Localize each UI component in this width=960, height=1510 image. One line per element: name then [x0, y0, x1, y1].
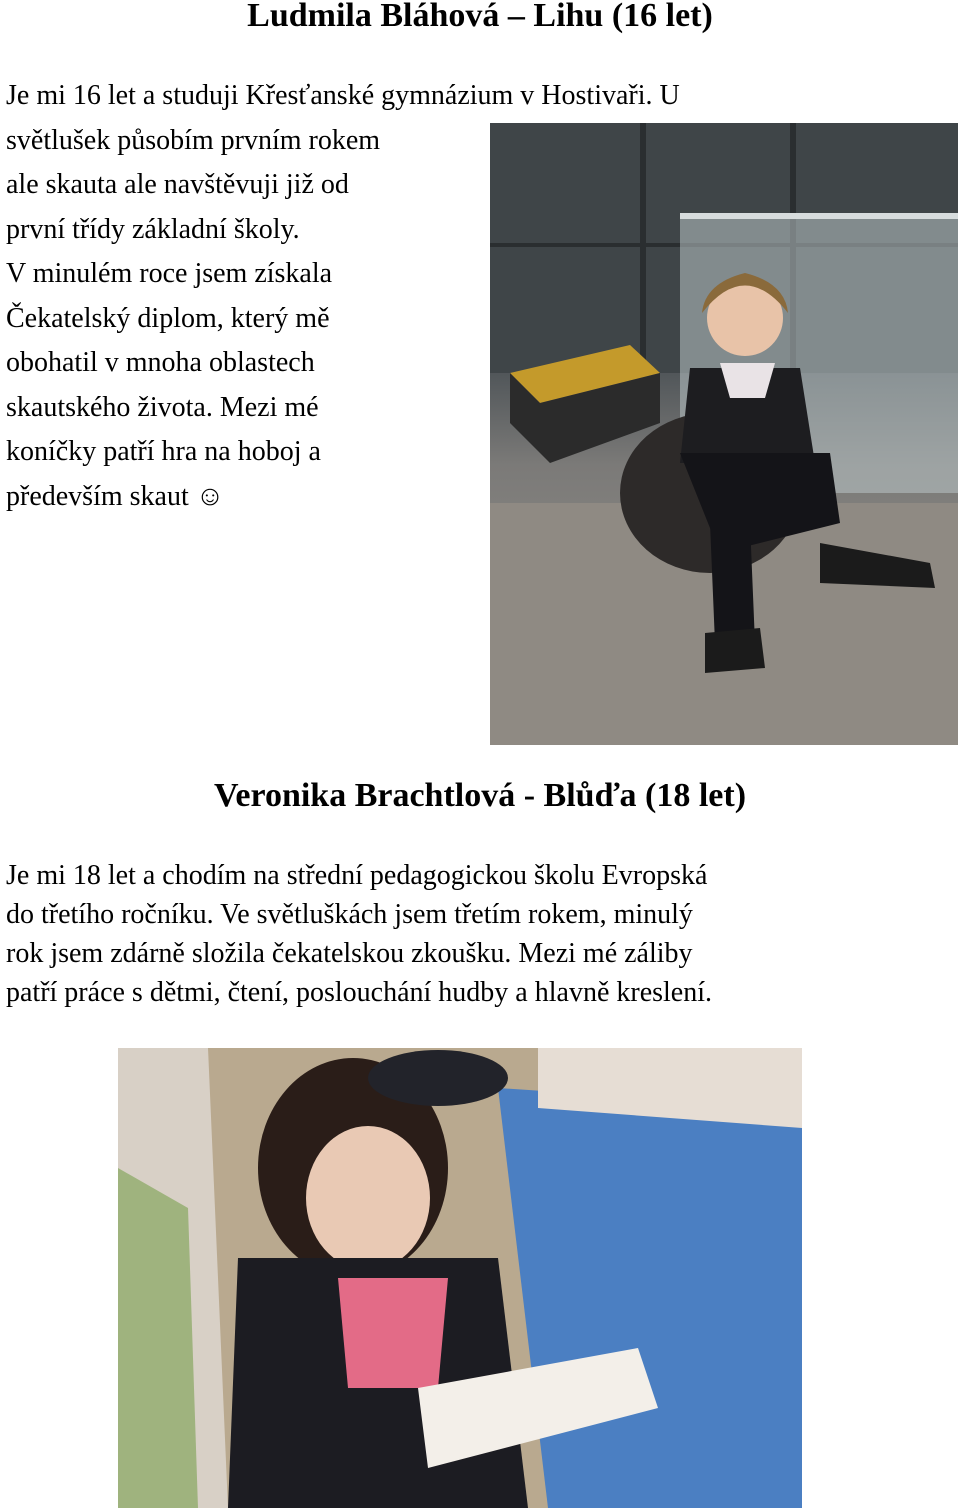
paragraph-line: patří práce s dětmi, čtení, poslouchání hudby a hlavně kreslení.: [6, 977, 713, 1008]
paragraph-veronika: [6, 856, 712, 1012]
paragraph-line: rok jsem zdárně složila čekatelskou zkoušku. Mezi mé záliby: [6, 938, 693, 969]
photo-ludmila: [490, 123, 958, 745]
paragraph-line: Čekatelský diplom, který mě: [6, 302, 330, 334]
paragraph-line: Je mi 18 let a chodím na střední pedagogickou školu Evropská: [6, 860, 708, 891]
paragraph-line: skautského života. Mezi mé: [6, 391, 319, 423]
paragraph-line: V minulém roce jsem získala: [6, 258, 333, 289]
paragraph-line: především skaut ☺: [6, 480, 225, 512]
paragraph-line: obohatil v mnoha oblastech: [6, 347, 315, 378]
paragraph-line: ale skauta ale navštěvuji již od: [6, 169, 349, 200]
heading-ludmila: Ludmila Bláhová – Lihu (16 let): [247, 0, 713, 34]
paragraph-line: první třídy základní školy.: [6, 213, 300, 245]
paragraph-line: světlušek působím prvním rokem: [6, 124, 381, 156]
heading-veronika: Veronika Brachtlová - Blůďa (18 let): [213, 777, 747, 814]
paragraph-line: Je mi 16 let a studuji Křesťanské gymnázium v Hostivaři. U: [6, 80, 680, 111]
paragraph-line: koníčky patří hra na hoboj a: [6, 436, 321, 467]
photo-veronika: [118, 1048, 802, 1508]
paragraph-line: do třetího ročníku. Ve světluškách jsem třetím rokem, minulý: [6, 899, 693, 930]
